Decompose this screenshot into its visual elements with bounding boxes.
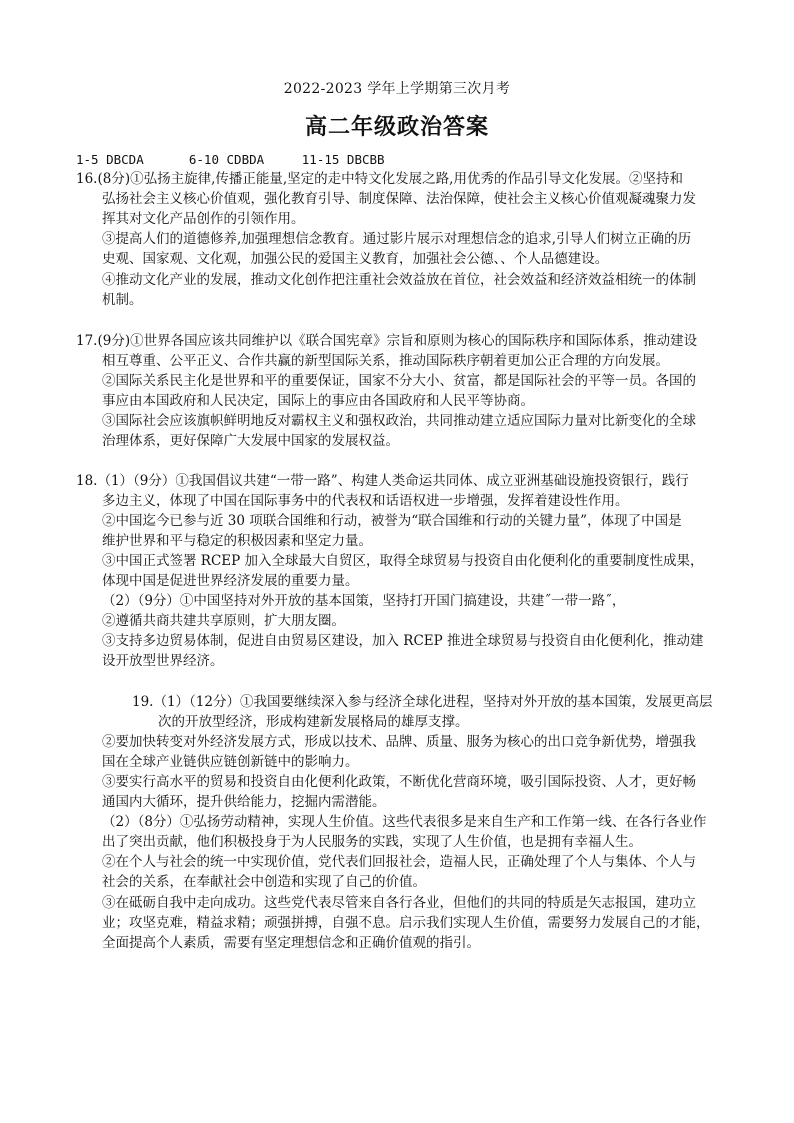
- answer-19-line: （2）（8分）①弘扬劳动精神，实现人生价值。这些代表很多是来自生产和工作第一线、在各行各业作: [102, 814, 707, 830]
- answer-18-line: ②中国迄今已参与近 30 项联合国维和行动，被誉为“联合国维和行动的关键力量”，体现了中国是: [102, 513, 682, 529]
- answer-19-line: ③在砥砺自我中走向成功。这些党代表尽管来自各行各业，但他们的共同的特质是矢志报国，建功立: [102, 895, 696, 911]
- answer-18-line: ②遵循共商共建共享原则，扩大朋友圈。: [102, 613, 345, 629]
- answer-17-line: ③国际社会应该旗帜鲜明地反对霸权主义和强权政治，共同推动建立适应国际力量对比新变化的全球: [102, 413, 696, 429]
- answer-16-line: 弘扬社会主义核心价值观，强化教育引导、制度保障、法治保障，使社会主义核心价值观凝魂聚力发: [102, 191, 696, 207]
- answer-18-line: 18.（1）（9分）①我国倡议共建“一带一路”、构建人类命运共同体、成立亚洲基础设施投资银行，践行: [76, 473, 689, 489]
- answer-19-line: 社会的关系，在奉献社会中创造和实现了自己的价值。: [102, 874, 426, 890]
- answer-16-line: 史观、国家观、文化观，加强公民的爱国主义教育，加强社会公德、、个人品德建设。: [102, 251, 609, 267]
- answer-19-line: 19.（1）（12分）①我国要继续深入参与经济全球化进程，坚持对外开放的基本国策，发展更高层: [132, 694, 713, 710]
- answer-16-line: 机制。: [102, 292, 143, 308]
- answer-18-line: ③支持多边贸易体制，促进自由贸易区建设，加入 RCEP 推进全球贸易与投资自由化便利化，推动建: [102, 633, 704, 649]
- answer-16-line: ④推动文化产业的发展，推动文化创作把注重社会效益放在首位，社会效益和经济效益相统一的体制: [102, 272, 696, 288]
- answer-18-line: 维护世界和平与稳定的积极因素和坚定力量。: [102, 533, 372, 549]
- answer-19-line: 业；攻坚克难，精益求精；顽强拼搏，自强不息。启示我们实现人生价值，需要努力发展自己的才能，: [102, 915, 710, 931]
- answer-19-line: 全面提高个人素质，需要有坚定理想信念和正确价值观的指引。: [102, 935, 480, 951]
- answer-19-line: 国在全球产业链供应链创新链中的影响力。: [102, 754, 359, 770]
- answer-17-line: 17.(9分)①世界各国应该共同维护以《联合国宪章》宗旨和原则为核心的国际秩序和国际体系，推动建设: [76, 333, 698, 349]
- answer-19-line: ③要实行高水平的贸易和投资自由化便利化政策，不断优化营商环境，吸引国际投资、人才，更好畅: [102, 774, 696, 790]
- answer-17-line: 相互尊重、公平正义、合作共赢的新型国际关系，推动国际秩序朝着更加公正合理的方向发展。: [102, 353, 669, 369]
- page-title: 高二年级政治答案: [304, 114, 489, 140]
- answer-18-line: 设开放型世界经济。: [102, 653, 224, 669]
- answer-18-line: 体现中国是促进世界经济发展的重要力量。: [102, 573, 359, 589]
- answer-16-line: 16.(8分)①弘扬主旋律,传播正能量,坚定的走中特文化发展之路,用优秀的作品引导文化发展。②坚持和: [76, 171, 683, 187]
- answer-19-line: ②在个人与社会的统一中实现价值，党代表们回报社会，造福人民，正确处理了个人与集体、个人与: [102, 854, 696, 870]
- answer-16-line: ③提高人们的道德修养,加强理想信念教育。通过影片展示对理想信念的追求,引导人们树立正确的历: [102, 231, 692, 247]
- answer-18-line: （2）（9分）①中国坚持对外开放的基本国策，坚持打开国门搞建设，共建˝一带一路˝，: [102, 593, 626, 609]
- answer-18-line: ③中国正式签署 RCEP 加入全球最大自贸区，取得全球贸易与投资自由化便利化的重要制度性成果，: [102, 553, 704, 569]
- answer-16-line: 挥其对文化产品创作的引领作用。: [102, 211, 305, 227]
- multiple-choice-answers: 1-5 DBCDA 6-10 CDBDA 11-15 DBCBB: [76, 152, 385, 167]
- exam-title: 2022-2023 学年上学期第三次月考: [283, 81, 511, 97]
- answer-17-line: 治理体系，更好保障广大发展中国家的发展权益。: [102, 433, 399, 449]
- answer-17-line: 事应由本国政府和人民决定，国际上的事应由各国政府和人民平等协商。: [102, 393, 534, 409]
- answer-18-line: 多边主义，体现了中国在国际事务中的代表权和话语权进一步增强，发挥着建设性作用。: [102, 493, 629, 509]
- answer-19-line: 次的开放型经济，形成构建新发展格局的雄厚支撑。: [158, 714, 469, 730]
- answer-19-line: 出了突出贡献，他们积极投身于为人民服务的实践，实现了人生价值，也是拥有幸福人生。: [102, 834, 642, 850]
- answer-19-line: 通国内大循环，提升供给能力，挖掘内需潜能。: [102, 794, 386, 810]
- answer-19-line: ②要加快转变对外经济发展方式，形成以技术、品牌、质量、服务为核心的出口竞争新优势，增强我: [102, 734, 696, 750]
- answer-17-line: ②国际关系民主化是世界和平的重要保证，国家不分大小、贫富，都是国际社会的平等一员。各国的: [102, 373, 696, 389]
